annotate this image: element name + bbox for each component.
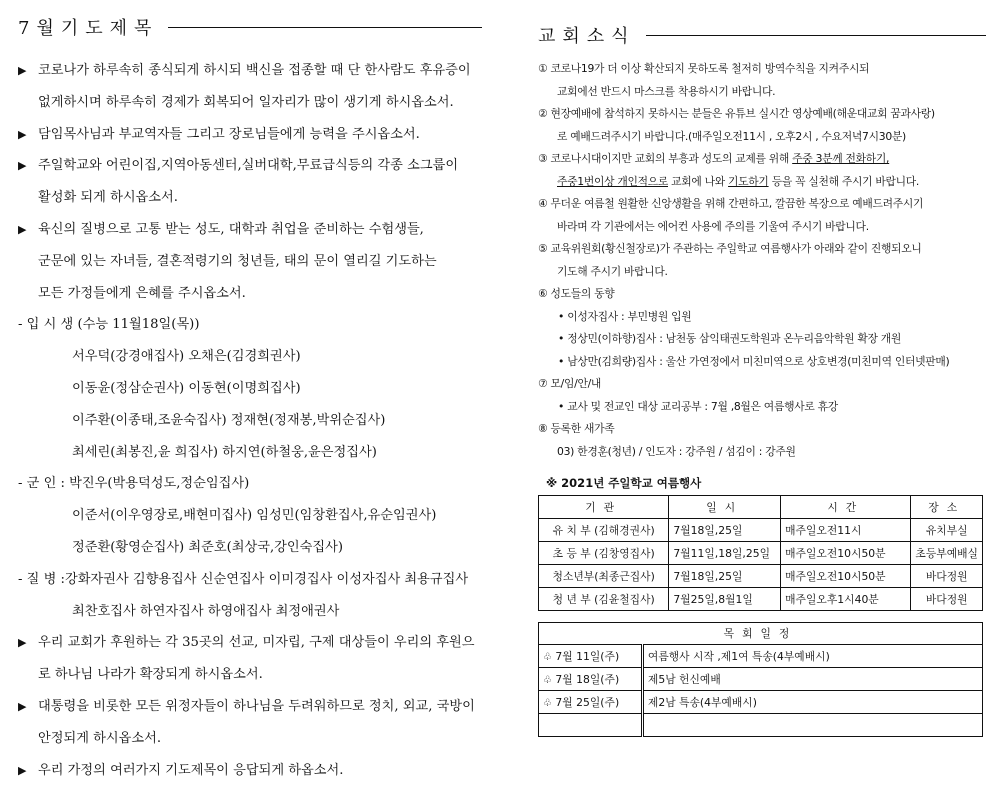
prayer-text: 안정되게 하시옵소서. (38, 730, 162, 746)
prayer-title: 7월기도제목 (18, 18, 159, 39)
prayer-text: 정준환(황영순집사) 최준호(최상국,강인숙집사) (72, 539, 344, 555)
prayer-line (18, 437, 482, 469)
news-line: 03) 한경훈(청년) / 인도자 : 강주원 / 섬김이 : 강주원 (557, 444, 796, 458)
prayer-text: 없게하시며 하루속히 경제가 회복되어 일자리가 많이 생기게 하시옵소서. (38, 94, 454, 110)
news-line: • 이성자집사 : 부민병원 입원 (558, 309, 692, 323)
prayer-line (18, 596, 482, 628)
prayer-text: 이동윤(정삼순권사) 이동현(이명희집사) (72, 380, 301, 396)
table-cell: 바다정원 (911, 565, 983, 588)
prayer-text: 서우덕(강경애집사) 오채은(김경희권사) (72, 349, 301, 365)
table-cell (539, 668, 643, 691)
prayer-line (18, 55, 482, 87)
prayer-line (18, 532, 482, 564)
table-row (539, 691, 983, 714)
news-line: ⑤ 교육위원회(황신철장로)가 주관하는 주일학교 여름행사가 아래와 같이 진행되오니 (538, 242, 922, 255)
col-header: 시간 (781, 496, 911, 519)
prayer-text: 로 하나님 나라가 확장되게 하시옵소서. (38, 667, 263, 683)
news-underlined: 주중1번이상 개인적으로 (557, 174, 668, 188)
news-column (538, 22, 986, 737)
prayer-line (18, 500, 482, 532)
prayer-line (18, 214, 482, 246)
table-cell: 매주일오전10시50분 (781, 542, 911, 565)
prayer-line (18, 627, 482, 659)
prayer-text: 이주환(이종태,조윤숙집사) 정재현(정재봉,박위순집사) (72, 412, 386, 428)
news-text: 교회에 나와 (668, 174, 729, 188)
prayer-text: - 질 병 :강화자권사 김향용집사 신순연집사 이미경집사 이성자집사 최용규집사 (18, 571, 469, 587)
table-header-row (539, 496, 983, 519)
prayer-list (18, 55, 482, 786)
prayer-text: - 군 인 : 박진우(박용덕성도,정순임집사) (18, 476, 250, 492)
col-header: 기관 (539, 496, 669, 519)
col-header: 일시 (669, 496, 781, 519)
news-line: 로 예배드려주시기 바랍니다.(매주일오전11시 , 오후2시 , 수요저녁7시30분) (557, 129, 906, 143)
news-text: ③ 코로나시대이지만 교회의 부흥과 성도의 교제를 위해 (538, 152, 793, 165)
table-cell (539, 714, 643, 737)
table-cell (539, 645, 643, 668)
table-cell: 매주일오전11시 (781, 519, 911, 542)
prayer-line (18, 278, 482, 310)
triangle-bullet-icon: ▶ (18, 222, 27, 236)
clover-icon: ♧ (543, 674, 552, 686)
prayer-line (18, 150, 482, 182)
prayer-text: 대통령을 비롯한 모든 위정자들이 하나님을 두려워하므로 정치, 외교, 국방이 (38, 698, 475, 714)
table-cell: 7월18일,25일 (669, 519, 781, 542)
triangle-bullet-icon: ▶ (18, 127, 27, 141)
news-line: ④ 무더운 여름철 원활한 신앙생활을 위해 간편하고, 깔끔한 복장으로 예배드려주시기 (538, 197, 924, 210)
news-list (538, 58, 986, 463)
prayer-line (18, 405, 482, 437)
title-rule (168, 27, 482, 28)
news-line: ① 코로나19가 더 이상 확산되지 못하도록 철저히 방역수칙을 지켜주시되 (538, 62, 870, 75)
table-header-row (539, 623, 983, 645)
news-heading (538, 22, 986, 48)
date-text: 7월 25일(주) (555, 695, 620, 709)
table-cell: 유치부실 (911, 519, 983, 542)
prayer-line (18, 87, 482, 119)
table-row (539, 714, 983, 737)
prayer-line (18, 246, 482, 278)
summer-schedule-table (538, 495, 983, 611)
prayer-column (18, 14, 482, 786)
triangle-bullet-icon: ▶ (18, 159, 27, 173)
prayer-line (18, 468, 482, 500)
prayer-text: 담임목사님과 부교역자들 그리고 장로님들에게 능력을 주시옵소서. (38, 126, 420, 142)
prayer-line (18, 755, 482, 787)
prayer-text: 주일학교와 어린이집,지역아동센터,실버대학,무료급식등의 각종 소그룹이 (38, 158, 459, 174)
prayer-text: 육신의 질병으로 고통 받는 성도, 대학과 취업을 준비하는 수험생들, (38, 221, 424, 237)
table-cell (539, 691, 643, 714)
news-line: ⑦ 모/임/안/내 (538, 377, 602, 390)
table-row (539, 645, 983, 668)
prayer-line (18, 309, 482, 341)
table-cell: 7월11일,18일,25일 (669, 542, 781, 565)
triangle-bullet-icon: ▶ (18, 636, 27, 650)
table-cell: 제5남 헌신예배 (642, 668, 982, 691)
prayer-line (18, 564, 482, 596)
table-row (539, 668, 983, 691)
prayer-text: 모든 가정들에게 은혜를 주시옵소서. (38, 285, 246, 301)
prayer-line (18, 119, 482, 151)
news-line: 기도해 주시기 바랍니다. (557, 264, 668, 278)
news-line (538, 148, 986, 171)
table-cell: 청 년 부 (김윤철집사) (539, 588, 669, 611)
prayer-text: 군문에 있는 자녀들, 결혼적령기의 청년들, 태의 문이 열리길 기도하는 (38, 253, 437, 269)
news-line: ⑥ 성도들의 동향 (538, 287, 615, 300)
table-cell: 매주일오후1시40분 (781, 588, 911, 611)
clover-icon: ♧ (543, 697, 552, 709)
prayer-line (18, 182, 482, 214)
prayer-heading (18, 14, 482, 40)
news-underlined: 주중 3분께 전화하기, (792, 152, 890, 165)
date-text: 7월 18일(주) (555, 672, 620, 686)
triangle-bullet-icon: ▶ (18, 763, 27, 777)
news-title: 교회소식 (538, 26, 636, 47)
triangle-bullet-icon: ▶ (18, 699, 27, 713)
prayer-text: 활성화 되게 하시옵소서. (38, 190, 178, 206)
news-underlined: 기도하기 (728, 174, 769, 188)
clover-icon: ♧ (543, 651, 552, 663)
table-row (539, 542, 983, 565)
col-header: 장소 (911, 496, 983, 519)
table-cell: 청소년부(최종근집사) (539, 565, 669, 588)
table-cell: 7월18일,25일 (669, 565, 781, 588)
pastoral-schedule-table (538, 622, 983, 737)
table-cell: 매주일오전10시50분 (781, 565, 911, 588)
prayer-text: 이준서(이우영장로,배현미집사) 임성민(임창환집사,유순임권사) (72, 508, 437, 524)
table-row (539, 588, 983, 611)
table-cell: 7월25일,8월1일 (669, 588, 781, 611)
news-line: ⑧ 등록한 새가족 (538, 422, 615, 435)
prayer-line (18, 691, 482, 723)
date-text: 7월 11일(주) (555, 649, 620, 663)
table-row (539, 565, 983, 588)
news-line: • 정상민(이하향)집사 : 남천동 삼익태권도학원과 온누리음악학원 확장 개원 (558, 332, 902, 345)
prayer-text: 우리 교회가 후원하는 각 35곳의 선교, 미자립, 구제 대상들이 우리의 후원으 (38, 635, 475, 651)
table-cell: 유 치 부 (김해경권사) (539, 519, 669, 542)
summer-caption: ※ 2021년 주일학교 여름행사 (546, 476, 702, 490)
prayer-text: 우리 가정의 여러가지 기도제목이 응답되게 하옵소서. (38, 762, 344, 778)
news-line: • 남상만(김희량)집사 : 울산 가연정에서 미친미역으로 상호변경(미친미역 인터넷판매) (558, 354, 950, 368)
pastoral-title: 목회일정 (539, 623, 983, 645)
prayer-line (18, 723, 482, 755)
prayer-text: 최찬호집사 하연자집사 하영애집사 최정애권사 (72, 603, 340, 619)
title-rule (646, 35, 986, 36)
table-cell: 초등부예배실 (911, 542, 983, 565)
prayer-text: 최세린(최봉진,윤 희집사) 하지연(하철웅,윤은정집사) (72, 444, 377, 460)
triangle-bullet-icon: ▶ (18, 64, 27, 77)
prayer-line (18, 341, 482, 373)
news-line: ② 현장예배에 참석하지 못하시는 분들은 유튜브 실시간 영상예배(해운대교회 꿈과사랑) (538, 107, 935, 120)
news-line: 교회에선 반드시 마스크를 착용하시기 바랍니다. (557, 84, 776, 98)
table-cell: 바다정원 (911, 588, 983, 611)
prayer-text: - 입 시 생 (수능 11월18일(목)) (18, 317, 200, 333)
news-line: 바라며 각 기관에서는 에어컨 사용에 주의를 기울여 주시기 바랍니다. (557, 219, 869, 233)
table-cell: 여름행사 시작 ,제1여 특송(4부예배시) (642, 645, 982, 668)
news-text: 등을 꼭 실천해 주시기 바랍니다. (768, 174, 920, 188)
prayer-text: 코로나가 하루속히 종식되게 하시되 백신을 접종할 때 단 한사람도 후유증이 (38, 63, 471, 78)
table-row (539, 519, 983, 542)
news-line: • 교사 및 전교인 대상 교리공부 : 7월 ,8월은 여름행사로 휴강 (558, 399, 838, 413)
table-cell (642, 714, 982, 737)
news-line (538, 171, 986, 194)
table-cell: 제2남 특송(4부예배시) (642, 691, 982, 714)
table-cell: 초 등 부 (김창영집사) (539, 542, 669, 565)
prayer-line (18, 373, 482, 405)
prayer-line (18, 659, 482, 691)
